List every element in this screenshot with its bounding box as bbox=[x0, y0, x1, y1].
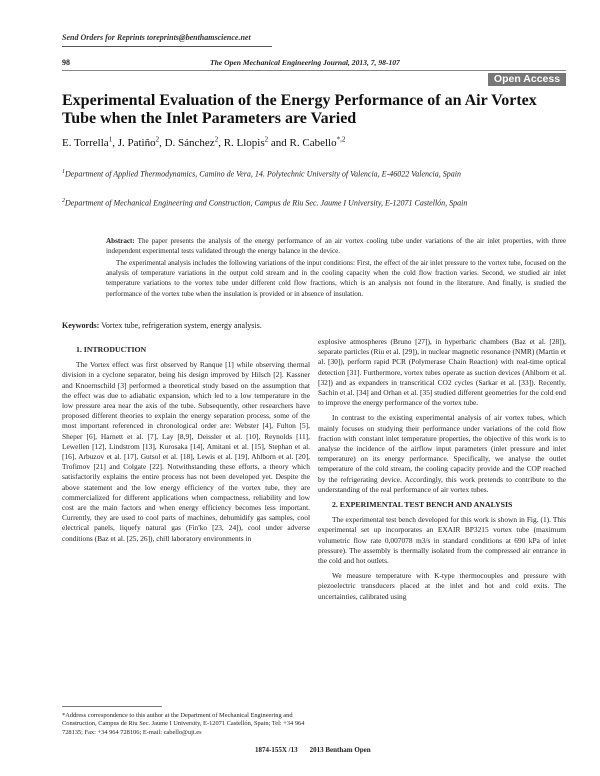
footnote-divider bbox=[62, 706, 162, 707]
affiliation-1: $^1$Department of Applied Thermodynamics, Camino de Vera, 14. Polytechnic University of Valencia, E-46022 Valencia, Spain bbox=[62, 169, 462, 179]
author: D. Sánchez$^2$, bbox=[164, 135, 224, 149]
right-column bbox=[318, 337, 566, 602]
author: E. Torrella$^1$, bbox=[62, 135, 118, 149]
paper-title: Experimental Evaluation of the Energy Performance of an Air Vortex Tube when the Inlet Parameters are Varied bbox=[62, 92, 537, 127]
page-number: 98 bbox=[62, 58, 70, 67]
abstract-details: The experimental analysis includes the following variations of the input conditions: First, the effect of the air inlet pressure to the vortex tube, focused on the analysis of temperature variations in the output cold stream and in the cooling capacity when the cold flow fraction varies. Second, we studied air inlet temperature variations to the vortex tube under different cold flow fractions, which is an analysis not found in the literature. And finally, is studied the performance of the vortex tube when the insulation is provided or in absence of insulation. bbox=[106, 259, 566, 298]
author: R. Llopis$^2$ and bbox=[223, 135, 290, 149]
author-list bbox=[62, 135, 345, 149]
issn: 1874-155X /13 bbox=[255, 746, 298, 754]
paragraph: explosive atmospheres (Bruno [27]), in hyperbaric chambers (Baz et al. [28]), separate particles (Riu et al. [29]), in nuclear magnetic resonance (NMR) (Martin et al. [30]), perform rapid PCR (Polymerase Chain Reaction) with real-time optical detection [31]. Furthermore, vortex tubes operate as suction devices (Ahlborn et al. [32]) and as expanders in transcritical CO2 cycles (Sarkar et al. [33]). Recently, Sachin et al. [34] and Orhan et al. [35] studied different geometries for the cold end to improve the energy performance of the vortex tube. bbox=[318, 337, 566, 408]
open-access-badge: Open Access bbox=[488, 73, 566, 86]
bottom-identifiers bbox=[255, 746, 383, 754]
reprint-notice: Send Orders for Reprints toreprints@benthamscience.net bbox=[62, 33, 251, 42]
section-heading-introduction: 1. INTRODUCTION bbox=[76, 345, 147, 354]
paragraph: The experimental test bench developed for this work is shown in Fig. (1). This experimental set up incorporates an EXAIR BP3215 vortex tube (maximum volumetric flow rate 0,007078 m3/s in standard conditions at 690 kPa of inlet pressure). The assembly is thermally isolated from the compressed air entrance in the cold and hot outlets. bbox=[318, 515, 566, 566]
paragraph: The Vortex effect was first observed by Ranque [1] while observing thermal division in a cyclone separator, being his design improved by Hilsch [2]. Kassner and Knoernschild [3] performed a theoretical study based on the assumption that the effect was due to adiabatic expansion, which led to a low temperature in the low pressure area near the axis of the tube. Subsequently, other researchers have proposed different theories to explain the energy separation process, some of the most important referenced in chronological order are: Webster [4], Fulton [5], Sheper [6], Harnett et al. [7], Lay [8,9], Deissler et al. [10], Reynolds [11], Lewellen [12], Lindstrom [13], Kurosaka [14], Amitani et al. [15], Stephan et al. [16], Arbuzov et al. [17], Gutsol et al. [18], Lewis et al. [19], Ahlborn et al. [20], Trofimov [21] and Colgate [22]. Notwithstanding these efforts, a theory which satisfactorily explains the entire process has not been developed yet. Despite the above statement and the low energy efficiency of the vortex tube, they are commercialized for different applications when compactness, reliability and low cost are the main factors and when energy efficiency becomes less important. Currently, they are used to cool parts of machines, dehumidify gas samples, cool electrical panels, liquefy natural gas (Fin'ko [23, 24]), cool under adverse conditions (Baz et al. [25, 26]), chill laboratory environments in bbox=[62, 360, 310, 543]
left-column bbox=[62, 345, 310, 544]
paragraph: We measure temperature with K-type thermocouples and pressure with piezoelectric transducers placed at the inlet and hot and cold exits. The uncertainties, calibrated using bbox=[318, 571, 566, 601]
section-heading-test-bench: 2. EXPERIMENTAL TEST BENCH AND ANALYSIS bbox=[332, 500, 513, 510]
paragraph: In contrast to the existing experimental analysis of air vortex tubes, which mainly focuses on studying their performance under variations of the cold flow fraction with constant inlet temperature properties, the objective of this work is to analyse the incidence of the airflow input parameters (inlet pressure and inlet temperature) on its energy performance. Specifically, we analyse the outlet temperature of the cold stream, the cooling capacity provide and the COP reached by the refrigerating device. Accordingly, this work pretends to contribute to the understanding of the real performance of air vortex tubes. bbox=[318, 413, 566, 494]
keywords: Keywords: Vortex tube, refrigeration system, energy analysis. bbox=[62, 321, 262, 330]
abstract-summary: Abstract: The paper presents the analysis of the energy performance of an air vortex cooling tube under variations of the air inlet properties, with three independent experimental tests validated through the energy balance in the device. bbox=[106, 237, 566, 256]
publisher: 2013 Bentham Open bbox=[309, 746, 371, 754]
journal-citation: The Open Mechanical Engineering Journal, 2013, 7, 98-107 bbox=[210, 58, 400, 67]
correspondence-footnote: *Address correspondence to this author at the Department of Mechanical Engineering and Construction, Campus de Riu Sec. Jaume I University, E-12071 Castellón, Spain; Tel: +34 964 728135; Fax: +34 964 728106; E-mail: cabello@uji.es bbox=[62, 712, 305, 736]
header-divider bbox=[62, 70, 566, 71]
affiliation-2: $^2$Department of Mechanical Engineering and Construction, Campus de Riu Sec. Jaume I University, E-12071 Castellón, Spain bbox=[62, 198, 468, 208]
author: R. Cabello$^{*,2}$ bbox=[289, 135, 346, 149]
author: J. Patiño$^2$, bbox=[117, 135, 165, 149]
notice-divider bbox=[62, 46, 272, 47]
